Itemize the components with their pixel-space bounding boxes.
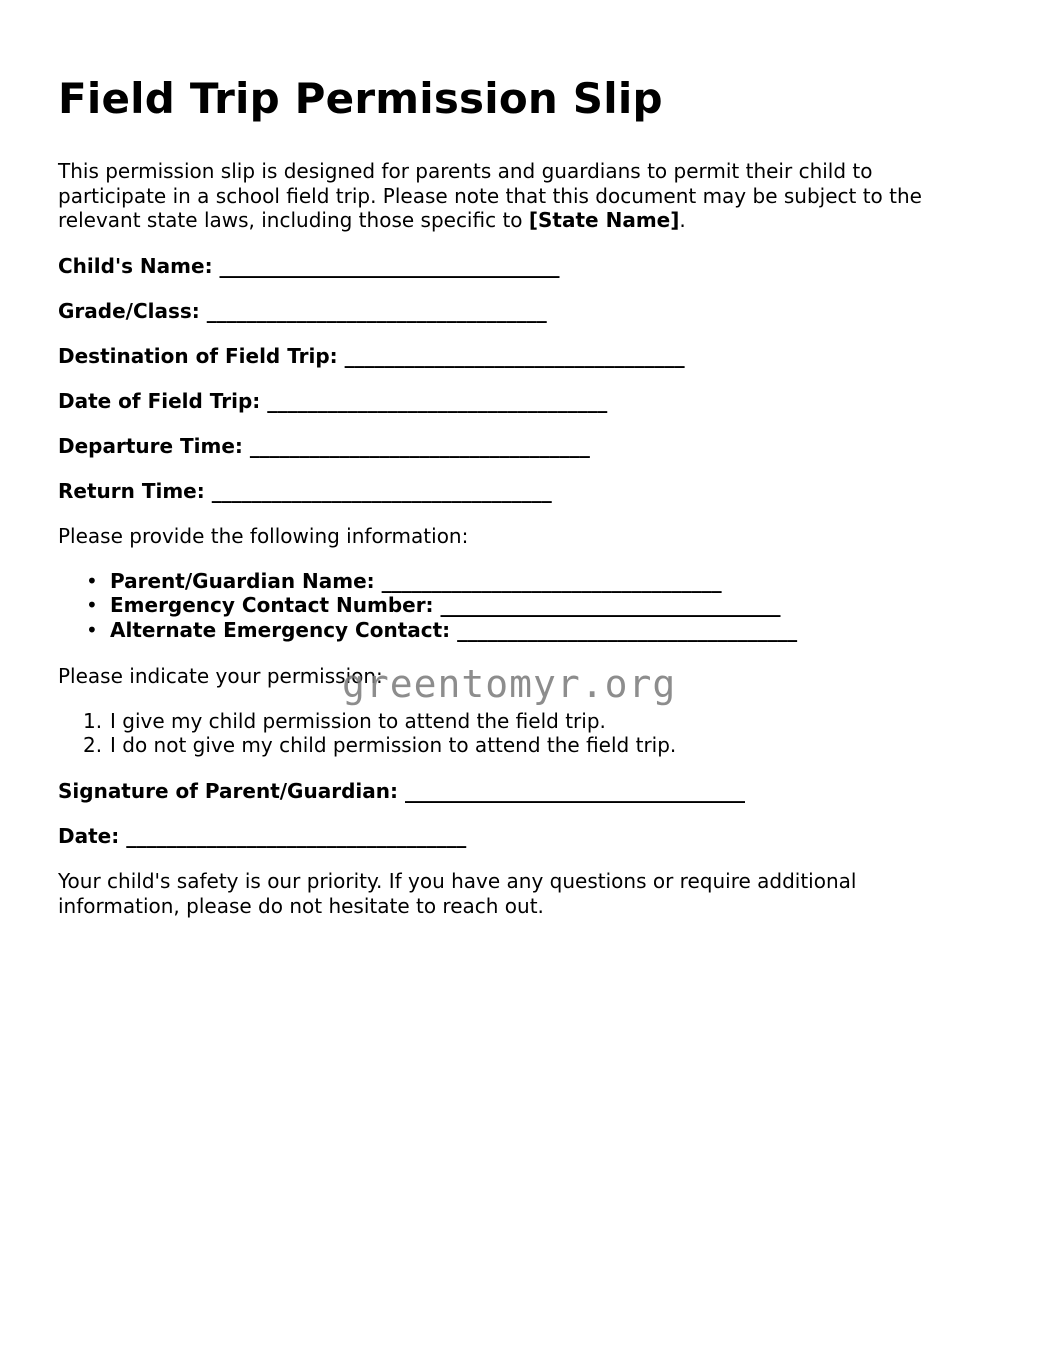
option-text: I give my child permission to attend the field trip. bbox=[110, 708, 606, 733]
departure-time-label: Departure Time: bbox=[58, 433, 250, 458]
date-label: Date: bbox=[58, 824, 127, 849]
watermark: greentomyr.org bbox=[342, 662, 677, 706]
alternate-emergency-contact-blank[interactable]: __________________________________ bbox=[457, 617, 798, 642]
intro-paragraph bbox=[58, 159, 978, 233]
permission-option-deny[interactable] bbox=[83, 733, 978, 758]
info-list bbox=[58, 569, 978, 643]
permission-prompt: Please indicate your permission: bbox=[58, 663, 383, 688]
signature-blank[interactable]: __________________________________ bbox=[404, 779, 745, 804]
emergency-contact-number-label: Emergency Contact Number: bbox=[110, 593, 441, 618]
closing-paragraph: Your child's safety is our priority. If you have any questions or require additional information, please do not hesitate to reach out. bbox=[58, 869, 857, 918]
departure-time-blank[interactable]: __________________________________ bbox=[249, 433, 590, 458]
grade-class-blank[interactable]: __________________________________ bbox=[206, 298, 547, 323]
intro-end: . bbox=[679, 208, 686, 232]
signature-label: Signature of Parent/Guardian: bbox=[58, 779, 405, 804]
intro-text: This permission slip is designed for parents and guardians to permit their child to participate in a school field trip. Please note that this document may be subject to the relevant state laws, including those specific to bbox=[58, 159, 922, 232]
child-name-label: Child's Name: bbox=[58, 253, 220, 278]
permission-options bbox=[58, 709, 978, 758]
grade-class-label: Grade/Class: bbox=[58, 298, 207, 323]
child-name-blank[interactable]: __________________________________ bbox=[219, 253, 560, 278]
destination-blank[interactable]: __________________________________ bbox=[344, 343, 685, 368]
signature-field bbox=[58, 779, 978, 803]
permission-slip-document bbox=[58, 70, 978, 918]
return-time-field bbox=[58, 479, 978, 503]
departure-time-field bbox=[58, 434, 978, 458]
child-name-field bbox=[58, 254, 978, 278]
return-time-label: Return Time: bbox=[58, 478, 212, 503]
info-prompt: Please provide the following information: bbox=[58, 523, 469, 548]
list-item bbox=[110, 593, 978, 618]
date-field bbox=[58, 824, 978, 848]
option-number: 1. bbox=[83, 708, 103, 733]
list-item bbox=[110, 618, 978, 643]
permission-option-give[interactable] bbox=[83, 708, 978, 734]
parent-guardian-name-blank[interactable]: __________________________________ bbox=[381, 568, 722, 593]
parent-guardian-name-label: Parent/Guardian Name: bbox=[110, 568, 382, 593]
date-blank[interactable]: __________________________________ bbox=[126, 824, 467, 849]
document-title: Field Trip Permission Slip bbox=[58, 74, 663, 123]
alternate-emergency-contact-label: Alternate Emergency Contact: bbox=[110, 617, 458, 642]
state-name-placeholder: [State Name] bbox=[528, 208, 680, 232]
grade-class-field bbox=[58, 299, 978, 323]
date-of-trip-blank[interactable]: __________________________________ bbox=[267, 388, 608, 413]
return-time-blank[interactable]: __________________________________ bbox=[211, 478, 552, 503]
date-of-trip-label: Date of Field Trip: bbox=[58, 388, 268, 413]
emergency-contact-number-blank[interactable]: __________________________________ bbox=[440, 593, 781, 618]
destination-label: Destination of Field Trip: bbox=[58, 343, 345, 368]
option-text: I do not give my child permission to attend the field trip. bbox=[110, 733, 677, 758]
date-of-trip-field bbox=[58, 389, 978, 413]
destination-field bbox=[58, 344, 978, 368]
list-item bbox=[110, 569, 978, 594]
option-number: 2. bbox=[83, 733, 103, 758]
